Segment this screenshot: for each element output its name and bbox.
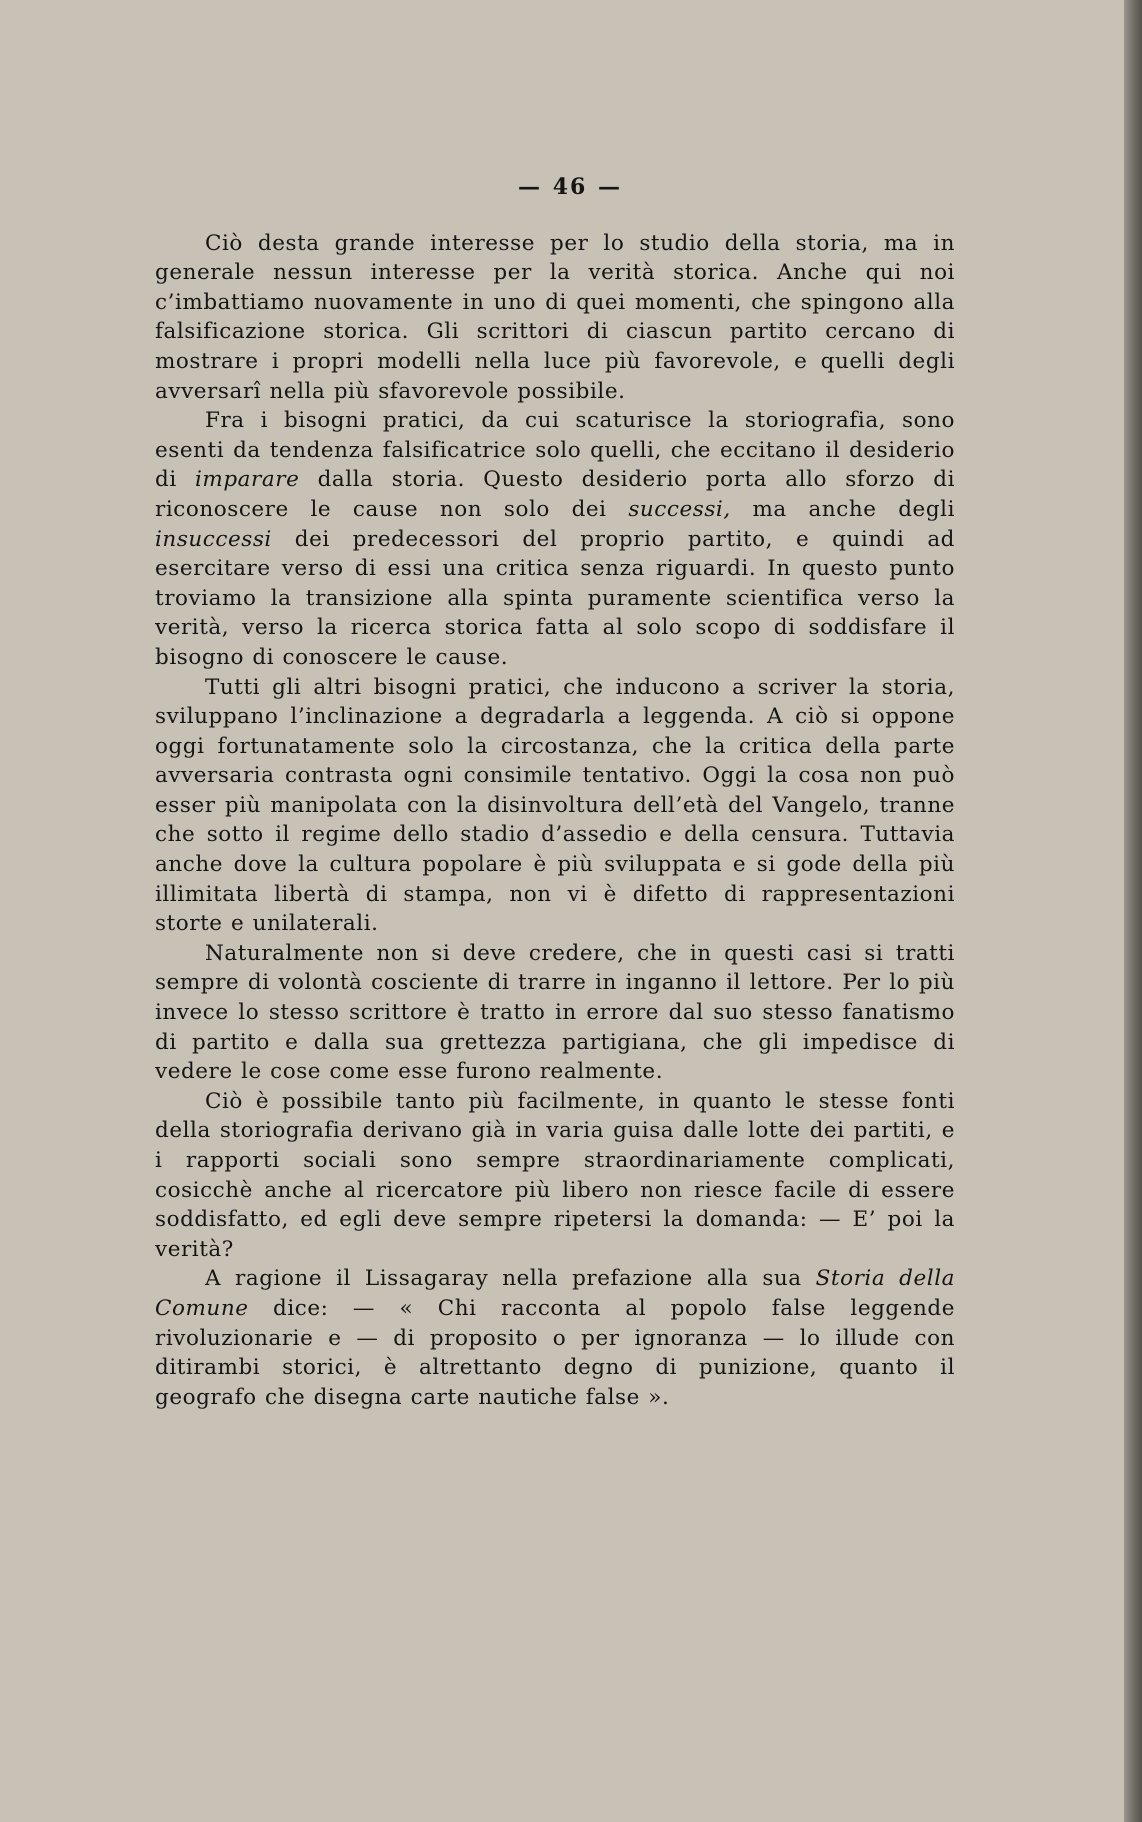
- paragraph-text: Naturalmente non si deve credere, che in questi casi si tratti sempre di volontà cosciente di trarre in inganno il lettore. Per lo più invece lo stesso scrittore è tratto in errore dal suo stesso fanatismo di partito e dalla sua grettezza partigiana, che gli impedisce di vedere le cose come esse furono realmente.: [155, 940, 955, 1085]
- paragraph-text: dalla storia. Questo desiderio porta allo sforzo di riconoscere le cause non solo dei: [155, 467, 955, 522]
- paragraph-2: [155, 406, 955, 672]
- paragraph-text: dice: — « Chi racconta al popolo false leggende rivoluzionarie e — di proposito o per ignoranza — lo illude con ditirambi storici, è altrettanto degno di punizione, quanto il geografo che disegna carte nautiche false ».: [155, 1295, 955, 1410]
- paragraph-text: ma anche degli: [730, 496, 955, 522]
- paragraph-text: Tutti gli altri bisogni pratici, che inducono a scriver la storia, sviluppano l’inclinazione a degradarla a leggenda. A ciò si oppone oggi fortunatamente solo la circostanza, che la critica della parte avversaria contrasta ogni consimile tentativo. Oggi la cosa non può esser più manipolata con la disinvoltura dell’età del Vangelo, tranne che sotto il regime dello stadio d’assedio e della censura. Tuttavia anche dove la cultura popolare è più sviluppata e si gode della più illimitata libertà di stampa, non vi è difetto di rappresentazioni storte e unilaterali.: [155, 674, 955, 937]
- paragraph-text: dei predecessori del proprio partito, e quindi ad esercitare verso di essi una critica senza riguardi. In questo punto troviamo la transizione alla spinta puramente scientifica verso la verità, verso la ricerca storica fatta al solo scopo di soddisfare il bisogno di conoscere le cause.: [155, 526, 955, 670]
- page-edge-shadow: [1124, 0, 1142, 1822]
- paragraph-5: [155, 1087, 955, 1265]
- paragraph-text: A ragione il Lissagaray nella prefazione alla sua: [205, 1266, 816, 1292]
- paragraph-text: Fra i bisogni pratici, da cui scaturisce la storiografia, sono esenti da tendenza falsificatrice solo quelli, che eccitano il desiderio di: [155, 408, 955, 493]
- paragraph-4: [155, 939, 955, 1087]
- italic-term: successi,: [628, 496, 731, 522]
- paragraph-text: Ciò è possibile tanto più facilmente, in quanto le stesse fonti della storiografia derivano già in varia guisa dalle lotte dei partiti, e i rapporti sociali sono sempre straordinariamente complicati, cosicchè anche al ricercatore più libero non riesce facile di essere soddisfatto, ed egli deve sempre ripetersi la domanda: — E’ poi la verità?: [155, 1088, 955, 1262]
- page-text: [155, 174, 955, 1412]
- italic-book-title: Storia della Comune: [155, 1266, 955, 1321]
- paragraph-3: [155, 673, 955, 939]
- italic-term: insuccessi: [155, 526, 272, 552]
- page-number: — 46 —: [518, 174, 622, 200]
- paragraph-text: Ciò desta grande interesse per lo studio della storia, ma in generale nessun interesse per la verità storica. Anche qui noi c’imbattiamo nuovamente in uno di quei momenti, che spingono alla falsificazione storica. Gli scrittori di ciascun partito cercano di mostrare i propri modelli nella luce più favorevole, e quelli degli avversarî nella più sfavorevole possibile.: [155, 230, 955, 404]
- paragraph-6: [155, 1264, 955, 1412]
- paragraph-1: [155, 229, 955, 407]
- italic-term: imparare: [195, 467, 300, 493]
